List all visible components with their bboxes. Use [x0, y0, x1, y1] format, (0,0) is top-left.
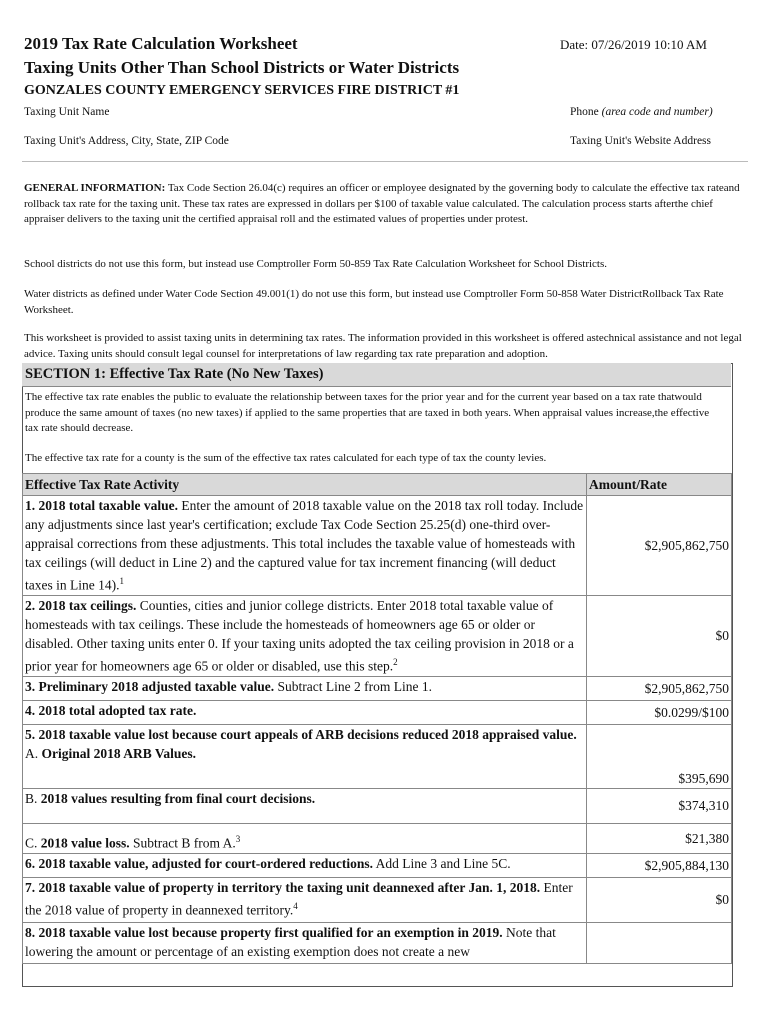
table-row-line-6 [23, 853, 732, 877]
line-5a-subline [25, 744, 585, 763]
col-activity-header: Effective Tax Rate Activity [23, 474, 587, 496]
line-7-label: 7. 2018 taxable value of property in territory the taxing unit deannexed after Jan. 1, 2018. [25, 879, 541, 895]
line-7-footnote: 4 [293, 900, 298, 911]
line-5a-amount: $395,690 [587, 724, 732, 788]
line-2-amount: $0 [587, 595, 732, 676]
phone-label-text: Phone [570, 106, 599, 118]
general-info-lead: GENERAL INFORMATION: [24, 182, 166, 194]
line-1-footnote: 1 [119, 576, 124, 586]
section-1-header [22, 363, 731, 387]
line-7-amount: $0 [587, 877, 732, 922]
line-5-label: 5. 2018 taxable value lost because court appeals of ARB decisions reduced 2018 appraised value. [25, 726, 577, 742]
section-1-intro: The effective tax rate enables the public to evaluate the relationship between taxes for the prior year and for the current year based on a tax rate thatwould produce the same amount of taxes (no new taxes) if applied to the same properties that are taxed in both years. When appraisal values increase,the effective tax rate should decrease. [25, 391, 710, 434]
line-6-text: Add Line 3 and Line 5C. [372, 855, 511, 871]
effective-tax-rate-table [22, 473, 732, 964]
line-8-description [23, 922, 587, 963]
line-8-label: 8. 2018 taxable value lost because property first qualified for an exemption in 2019. [25, 924, 503, 940]
phone-hint-text: (area code and number) [601, 106, 713, 118]
table-row-line-8 [23, 922, 732, 963]
line-4-description [23, 700, 587, 724]
line-5c-prefix: C. [25, 835, 41, 851]
section-1-county-note: The effective tax rate for a county is the sum of the effective tax rates calculated for each type of tax the county levies. [25, 452, 547, 464]
line-6-amount: $2,905,884,130 [587, 853, 732, 877]
address-field-label: Taxing Unit's Address, City, State, ZIP Code [24, 135, 229, 147]
table-row-line-5a [23, 724, 732, 788]
line-2-footnote: 2 [393, 656, 398, 667]
line-2-label: 2. 2018 tax ceilings. [25, 597, 137, 613]
taxing-unit-name: GONZALES COUNTY EMERGENCY SERVICES FIRE DISTRICT #1 [24, 83, 460, 98]
line-1-description [23, 496, 587, 596]
line-5c-footnote: 3 [235, 834, 241, 844]
line-8-amount [587, 922, 732, 963]
table-row-line-7 [23, 877, 732, 922]
line-5b-prefix: B. [25, 790, 41, 806]
table-row-line-3 [23, 676, 732, 700]
table-row-line-4 [23, 700, 732, 724]
legal-advice-note: This worksheet is provided to assist taxing units in determining tax rates. The information provided in this worksheet is offered astechnical assistance and not legal advice. Taxing units should consult legal counsel for interpretations of law regarding tax rate preparation and adoption. [24, 332, 742, 360]
line-6-description [23, 853, 587, 877]
water-districts-note: Water districts as defined under Water Code Section 49.001(1) do not use this form, but instead use Comptroller Form 50-858 Water DistrictRollback Tax Rate Worksheet. [24, 288, 724, 316]
line-5b-description [23, 788, 587, 823]
line-6-label: 6. 2018 taxable value, adjusted for court-ordered reductions. [25, 855, 373, 871]
general-info-text: Tax Code Section 26.04(c) requires an officer or employee designated by the governing body to calculate the effective tax rateand rollback tax rate for the taxing unit. These tax rates are expressed in dollars per $100 of taxable value calculated. The calculation process starts afterthe chief appraiser delivers to the taxing unit the certified appraisal roll and the estimated values of properties under protest. [24, 182, 740, 225]
line-1-text: Enter the amount of 2018 taxable value on the 2018 tax roll today. Include any adjustments since last year's certification; exclude Tax Code Section 25.25(d) one-third over-appraisal corrections from these adjustments. This total includes the taxable value of homesteads with tax ceilings (will deduct in Line 2) and the captured value for tax increment financing (will deduct taxes in Line 14). [25, 498, 584, 593]
line-7-description [23, 877, 587, 922]
line-5c-amount: $21,380 [587, 823, 732, 853]
col-amount-header: Amount/Rate [587, 474, 732, 496]
section-1-title: SECTION 1: Effective Tax Rate (No New Taxes) [25, 366, 324, 382]
line-1-amount: $2,905,862,750 [587, 496, 732, 596]
line-1-label: 1. 2018 total taxable value. [25, 498, 178, 513]
line-5b-amount: $374,310 [587, 788, 732, 823]
general-info-paragraph [24, 181, 744, 228]
line-5c-label: 2018 value loss. [40, 835, 130, 851]
website-field-label: Taxing Unit's Website Address [570, 135, 711, 147]
line-2-description [23, 595, 587, 676]
line-3-amount: $2,905,862,750 [587, 676, 732, 700]
line-5b-label: 2018 values resulting from final court decisions. [40, 790, 316, 806]
school-districts-note: School districts do not use this form, but instead use Comptroller Form 50-859 Tax Rate Calculation Worksheet for School Districts. [24, 258, 608, 270]
line-5c-description [23, 823, 587, 853]
table-row-line-1 [23, 496, 732, 596]
line-3-description [23, 676, 587, 700]
table-header-row [23, 474, 732, 496]
page-title: 2019 Tax Rate Calculation Worksheet [24, 34, 298, 53]
line-4-amount: $0.0299/$100 [587, 700, 732, 724]
phone-field-label [570, 106, 713, 118]
line-5c-text: Subtract B from A. [129, 835, 236, 851]
line-3-label: 3. Preliminary 2018 adjusted taxable value. [25, 678, 275, 694]
date-stamp: Date: 07/26/2019 10:10 AM [560, 37, 707, 52]
line-5a-label: Original 2018 ARB Values. [41, 745, 197, 761]
table-row-line-5c [23, 823, 732, 853]
line-5a-prefix: A. [25, 745, 42, 761]
table-row-line-5b [23, 788, 732, 823]
line-5-description [23, 724, 587, 788]
line-4-label: 4. 2018 total adopted tax rate. [25, 702, 197, 718]
page-subtitle: Taxing Units Other Than School Districts or Water Districts [24, 58, 460, 77]
line-2-text: Counties, cities and junior college districts. Enter 2018 total taxable value of homesteads with tax ceilings. These include the homesteads of homeowners age 65 or older or disabled. Other taxing units enter 0. If your taxing units adopted the tax ceiling provision in 2018 or a prior year for homeowners age 65 or older or disabled, use this step. [25, 597, 574, 673]
line-8-text: Note that lowering the amount or percentage of an existing exemption does not create a new [25, 924, 556, 959]
line-7-text: Enter the 2018 value of property in deannexed territory. [25, 879, 573, 917]
header-divider [22, 161, 748, 162]
line-3-text: Subtract Line 2 from Line 1. [274, 678, 432, 694]
table-row-line-2 [23, 595, 732, 676]
unit-name-field-label: Taxing Unit Name [24, 106, 110, 118]
